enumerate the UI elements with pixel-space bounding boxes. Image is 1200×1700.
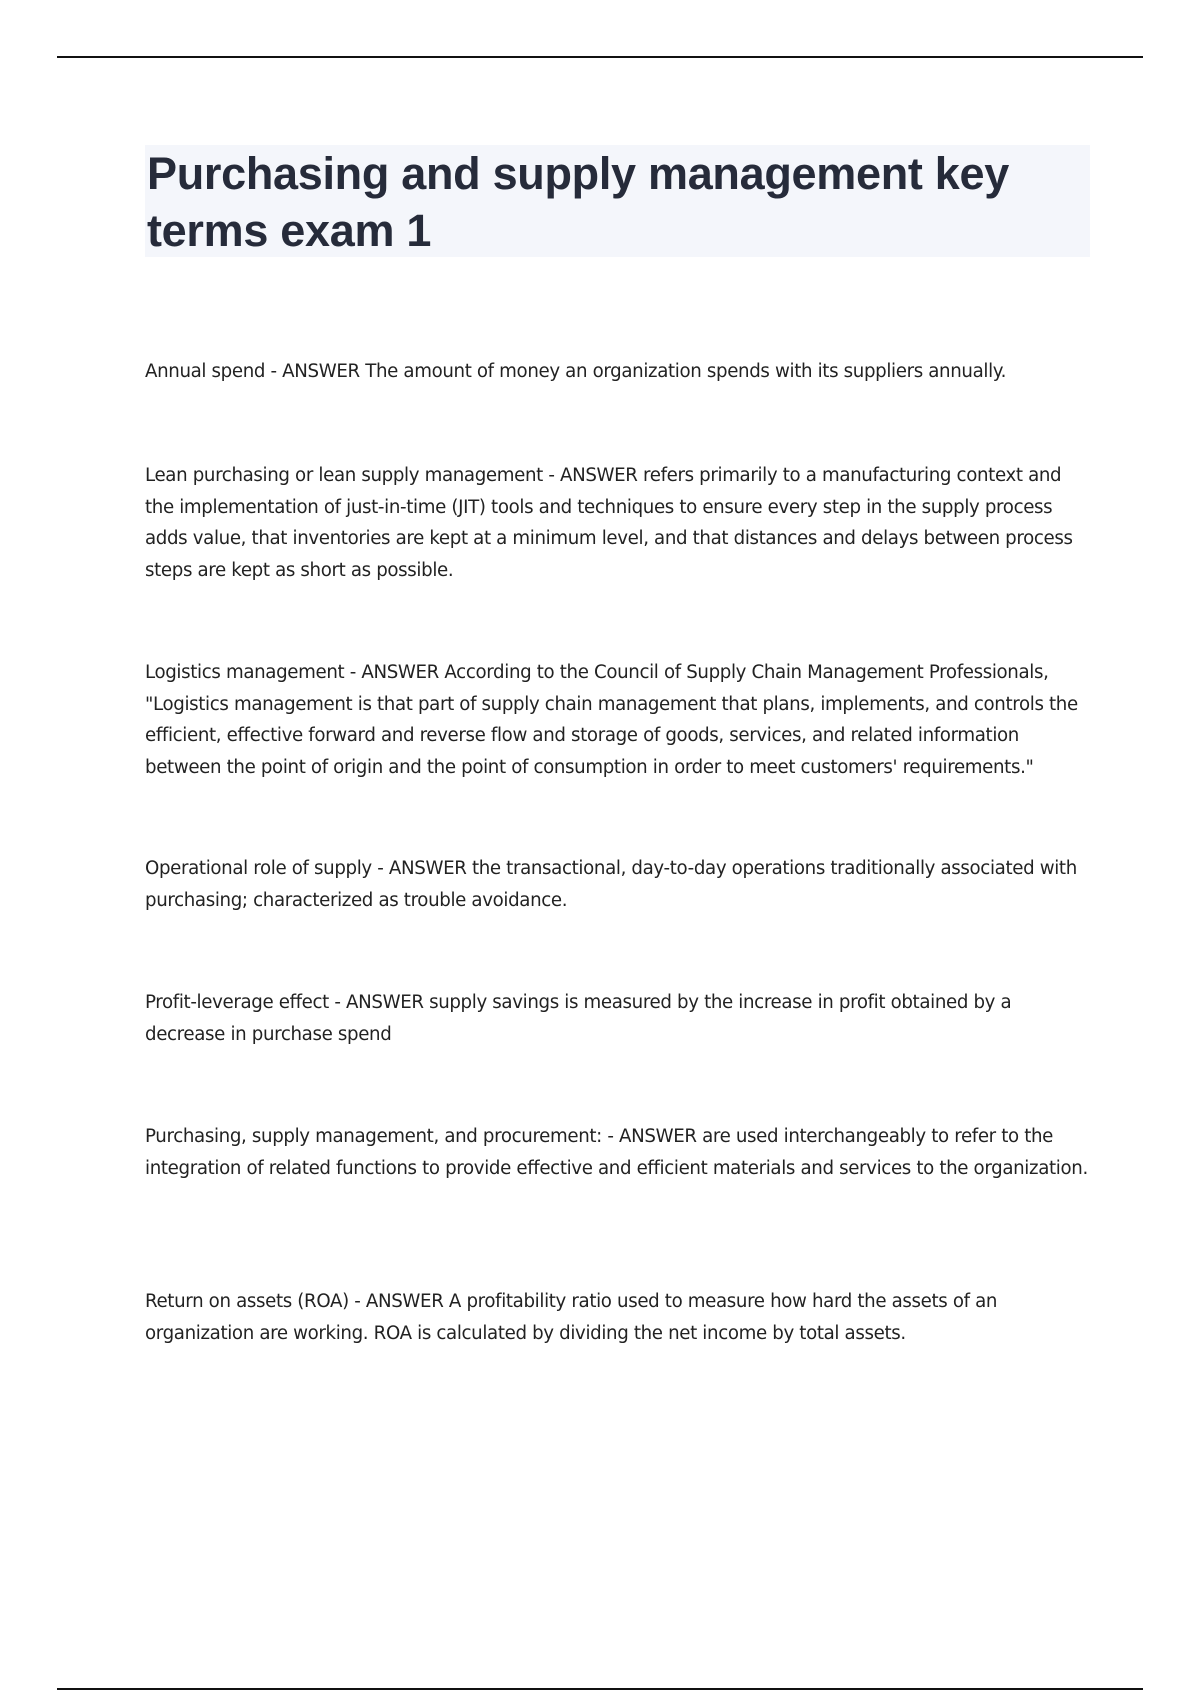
entry-annual-spend: Annual spend - ANSWER The amount of money an organization spends with its suppliers annually. [145,361,1007,382]
top-rule [57,56,1143,58]
entry-return-on-assets: Return on assets (ROA) - ANSWER A profitability ratio used to measure how hard the assets of an organization are working. ROA is calculated by dividing the net income by total assets. [145,1291,998,1344]
entry-logistics-management: Logistics management - ANSWER According to the Council of Supply Chain Management Professionals, "Logistics management is that part of supply chain management that plans, implements, and controls the efficient, effective forward and reverse flow and storage of goods, services, and related information between the point of origin and the point of consumption in order to meet customers' requirements." [145,662,1078,778]
entry-purchasing-supply-procurement: Purchasing, supply management, and procurement: - ANSWER are used interchangeably to refer to the integration of related functions to provide effective and efficient materials and services to the organization. [145,1126,1088,1179]
title-block [145,145,1090,257]
entry-lean-purchasing: Lean purchasing or lean supply management - ANSWER refers primarily to a manufacturing context and the implementation of just-in-time (JIT) tools and techniques to ensure every step in the supply process adds value, that inventories are kept at a minimum level, and that distances and delays between process steps are kept as short as possible. [145,465,1073,581]
entry-operational-role: Operational role of supply - ANSWER the transactional, day-to-day operations traditionally associated with purchasing; characterized as trouble avoidance. [145,858,1077,911]
entry-profit-leverage: Profit-leverage effect - ANSWER supply savings is measured by the increase in profit obtained by a decrease in purchase spend [145,992,1012,1045]
page-title: Purchasing and supply management key terms exam 1 [147,148,1009,256]
bottom-rule [57,1688,1143,1690]
